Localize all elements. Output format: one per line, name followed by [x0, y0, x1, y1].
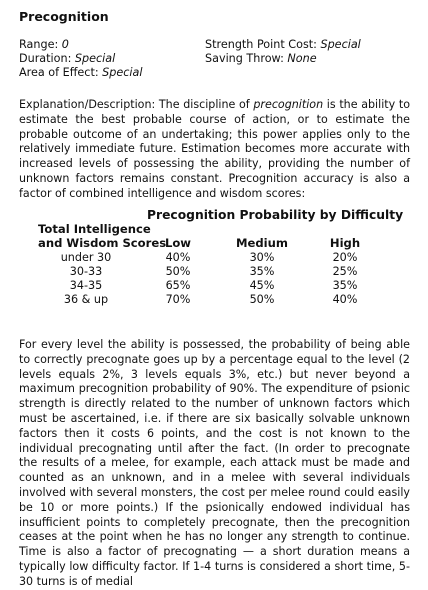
- column-header-low: Low: [164, 236, 192, 250]
- low-cell: 40%: [165, 251, 191, 264]
- column-header-medium: Medium: [235, 236, 288, 250]
- row-header-line-2: and Wisdom Scores: [38, 236, 167, 250]
- medium-cell: 50%: [249, 293, 275, 306]
- save-value: None: [287, 52, 317, 65]
- duration-value: Special: [74, 52, 116, 65]
- aoe-value: Special: [102, 66, 143, 79]
- aoe-label: Area of Effect:: [19, 66, 103, 79]
- table-title: Precognition Probability by Difficulty: [147, 208, 404, 222]
- duration-stat: [19, 52, 115, 65]
- medium-cell: 35%: [249, 265, 275, 278]
- low-cell: 70%: [165, 293, 191, 306]
- high-cell: 40%: [332, 293, 358, 306]
- range-stat: [19, 38, 69, 51]
- high-cell: 25%: [332, 265, 358, 278]
- high-cell: 20%: [332, 251, 358, 264]
- explanation-paragraph: [19, 98, 410, 202]
- low-cell: 65%: [165, 279, 191, 292]
- score-cell: under 30: [60, 251, 112, 264]
- high-cell: 35%: [332, 279, 358, 292]
- explanation-text-start: Explanation/Description: The discipline of: [19, 98, 254, 111]
- medium-cell: 30%: [249, 251, 275, 264]
- area-of-effect-stat: [19, 66, 142, 79]
- duration-label: Duration:: [19, 52, 75, 65]
- score-cell: 36 & up: [63, 293, 109, 306]
- column-header-high: High: [329, 236, 361, 250]
- rules-paragraph: For every level the ability is possessed, the probability of being able to correctly precognate goes up by a percentage equal to the level (2 levels equals 2%, 3 levels equals 3%, etc.) but never beyond a maximum precognition probability of 90%. The expenditure of psionic strength is directly related to the number of unknown factors which must be ascertained, i.e. if there are six basically solvable unknown factors then it costs 6 points, and the cost is not known to the individual precognating until after the fact. (In order to precognate the results of a melee, for example, each attack must be made and counted as an unknown, and in a melee with several individuals involved with several monsters, the cost per melee round could easily be 10 or more points.) If the psionically endowed individual has insufficient points to completely precognate, then the precognition ceases at the point when he has no longer any strength to continue. Time is also a factor of precognating — a short duration means a typically low difficulty factor. If 1-4 turns is considered a short time, 5-30 turns is of medial: [19, 338, 410, 588]
- explanation-emphasis: precognition: [253, 98, 324, 111]
- explanation-text-rest: is the ability to estimate the best probable course of action, or to estimate the probable outcome of an undertaking; this power applies only to the relatively immediate future. Estimation becomes more accurate with increased levels of possessing the ability, providing the number of unknown factors remains constant. Precognition accuracy is also a factor of combined intelligence and wisdom scores:: [19, 98, 410, 200]
- saving-throw-stat: [205, 52, 317, 65]
- cost-label: Strength Point Cost:: [205, 38, 321, 51]
- range-label: Range:: [19, 38, 62, 51]
- cost-value: Special: [320, 38, 361, 51]
- range-value: 0: [61, 38, 69, 51]
- score-cell: 34-35: [69, 279, 103, 292]
- row-header-line-1: Total Intelligence: [38, 222, 151, 236]
- save-label: Saving Throw:: [205, 52, 288, 65]
- low-cell: 50%: [165, 265, 191, 278]
- strength-cost-stat: [205, 38, 361, 51]
- score-cell: 30-33: [69, 265, 103, 278]
- page-title: Precognition: [19, 9, 109, 24]
- medium-cell: 45%: [249, 279, 275, 292]
